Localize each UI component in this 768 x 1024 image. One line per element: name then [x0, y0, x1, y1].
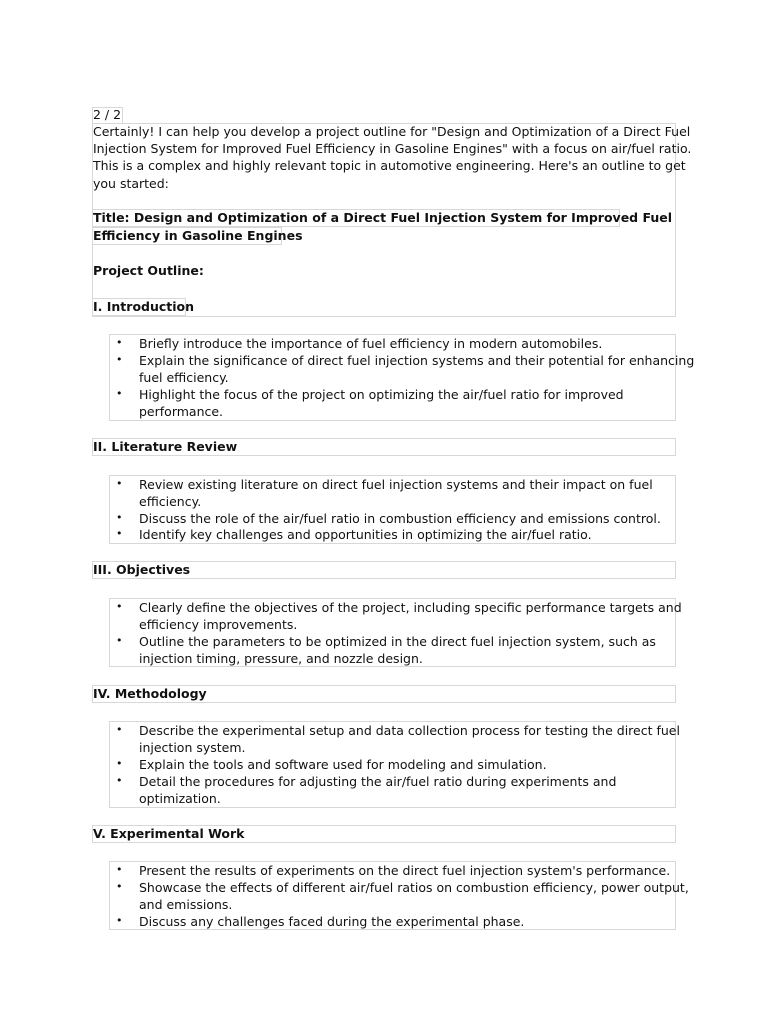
- list-item-cont: performance.: [139, 404, 224, 419]
- list-item: Showcase the effects of different air/fuel ratios on combustion efficiency, power output,: [139, 880, 689, 895]
- bullet-icon: •: [116, 863, 123, 876]
- list-item: Highlight the focus of the project on optimizing the air/fuel ratio for improved: [139, 387, 624, 402]
- bullet-icon: •: [116, 353, 123, 366]
- list-item: Explain the tools and software used for modeling and simulation.: [139, 757, 547, 772]
- document-title: Title: Design and Optimization of a Direct Fuel Injection System for Improved Fuel: [93, 210, 673, 225]
- bullet-icon: •: [116, 914, 123, 927]
- bullet-icon: •: [116, 387, 123, 400]
- list-item: Describe the experimental setup and data collection process for testing the direct fuel: [139, 723, 680, 738]
- section-heading-experimental-work: V. Experimental Work: [93, 826, 245, 841]
- list-item: Outline the parameters to be optimized in the direct fuel injection system, such as: [139, 634, 656, 649]
- intro-line: Injection System for Improved Fuel Efficiency in Gasoline Engines" with a focus on air/fuel ratio.: [93, 141, 692, 156]
- intro-line: Certainly! I can help you develop a project outline for "Design and Optimization of a Direct Fuel: [93, 124, 691, 139]
- list-item-cont: injection timing, pressure, and nozzle design.: [139, 651, 423, 666]
- bullet-icon: •: [116, 880, 123, 893]
- list-item-cont: fuel efficiency.: [139, 370, 229, 385]
- list-item-cont: optimization.: [139, 791, 221, 806]
- list-item: Explain the significance of direct fuel injection systems and their potential for enhancing: [139, 353, 695, 368]
- bullet-icon: •: [116, 634, 123, 647]
- outline-heading: Project Outline:: [93, 263, 204, 278]
- list-item-cont: and emissions.: [139, 897, 233, 912]
- page-count: 2 / 2: [93, 107, 122, 122]
- list-item: Discuss any challenges faced during the experimental phase.: [139, 914, 525, 929]
- list-item: Discuss the role of the air/fuel ratio in combustion efficiency and emissions control.: [139, 511, 661, 526]
- list-item: Briefly introduce the importance of fuel efficiency in modern automobiles.: [139, 336, 603, 351]
- list-item: Clearly define the objectives of the project, including specific performance targets and: [139, 600, 682, 615]
- section-list-experimental-work: [109, 861, 689, 930]
- bullet-icon: •: [116, 511, 123, 524]
- section-heading-introduction: I. Introduction: [93, 299, 195, 314]
- section-list-introduction: [109, 334, 695, 421]
- list-item-cont: efficiency.: [139, 494, 202, 509]
- section-heading-literature-review: II. Literature Review: [93, 439, 238, 454]
- bullet-icon: •: [116, 336, 123, 349]
- section-heading-methodology: IV. Methodology: [93, 686, 207, 701]
- list-item-cont: efficiency improvements.: [139, 617, 298, 632]
- list-item: Detail the procedures for adjusting the air/fuel ratio during experiments and: [139, 774, 617, 789]
- document-title-cont: Efficiency in Gasoline Engines: [93, 228, 303, 243]
- bullet-icon: •: [116, 757, 123, 770]
- section-list-methodology: [109, 721, 680, 808]
- bullet-icon: •: [116, 723, 123, 736]
- list-item-cont: injection system.: [139, 740, 246, 755]
- list-item: Review existing literature on direct fuel injection systems and their impact on fuel: [139, 477, 653, 492]
- section-heading-objectives: III. Objectives: [93, 562, 191, 577]
- section-list-literature-review: [109, 475, 676, 544]
- bullet-icon: •: [116, 527, 123, 540]
- intro-line: This is a complex and highly relevant topic in automotive engineering. Here's an outline to get: [93, 158, 686, 173]
- intro-line: you started:: [93, 176, 169, 191]
- list-item: Present the results of experiments on the direct fuel injection system's performance.: [139, 863, 671, 878]
- bullet-icon: •: [116, 774, 123, 787]
- bullet-icon: •: [116, 600, 123, 613]
- section-list-objectives: [109, 598, 682, 667]
- list-item: Identify key challenges and opportunities in optimizing the air/fuel ratio.: [139, 527, 592, 542]
- bullet-icon: •: [116, 477, 123, 490]
